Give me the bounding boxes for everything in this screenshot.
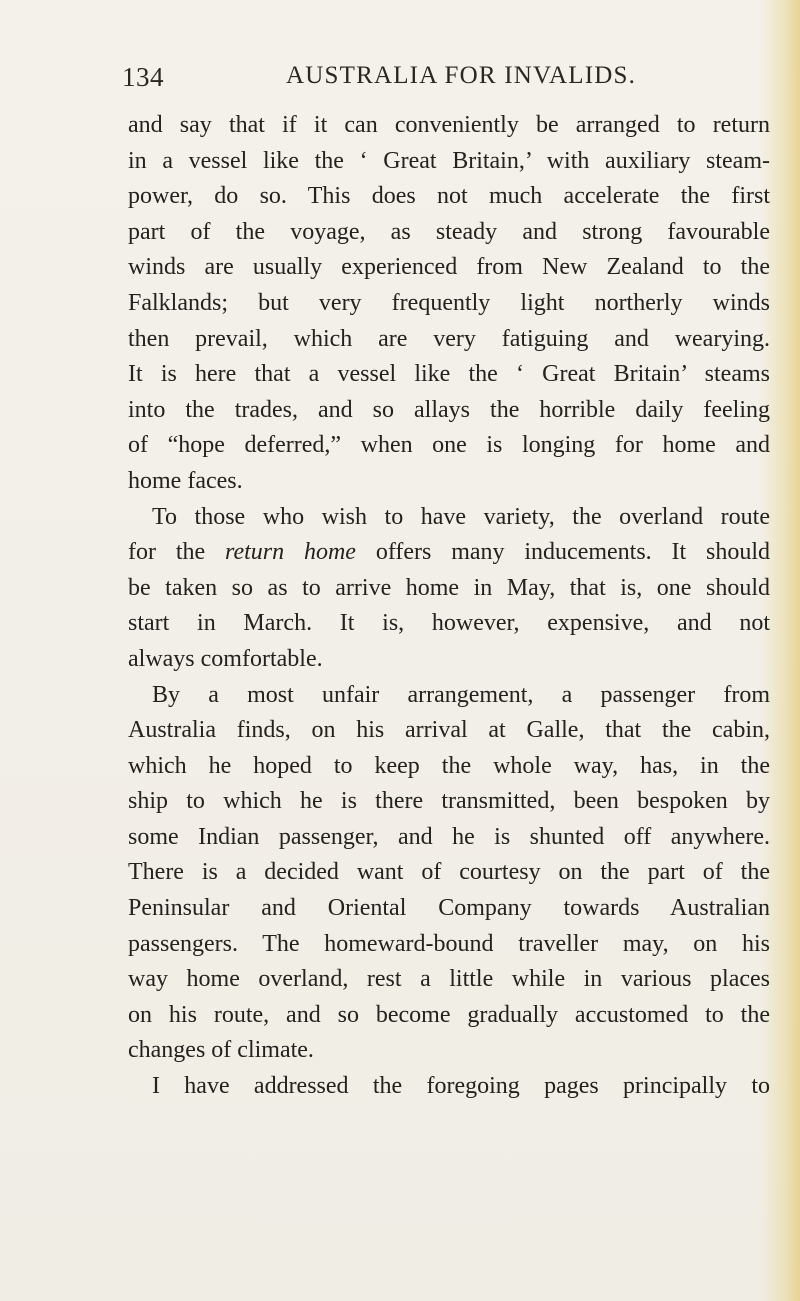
- text-line: winds are usually experienced from New Zealand to the: [128, 254, 770, 281]
- text-line: which he hoped to keep the whole way, has, in the: [128, 752, 770, 779]
- running-title: AUSTRALIA FOR INVALIDS.: [286, 62, 637, 89]
- text-line: way home overland, rest a little while in various places: [128, 966, 770, 993]
- text-line: and say that if it can conveniently be arranged to return: [128, 112, 770, 138]
- text-line: then prevail, which are very fatiguing and wearying.: [128, 325, 770, 352]
- running-head: [0, 62, 800, 102]
- text-line: passengers. The homeward-bound traveller may, on his: [128, 930, 770, 957]
- text-line: By a most unfair arrangement, a passenger from: [152, 681, 770, 708]
- text-line: Australia finds, on his arrival at Galle, that the cabin,: [128, 717, 770, 744]
- text-line: be taken so as to arrive home in May, that is, one should: [128, 574, 770, 601]
- italic-phrase: return home: [225, 539, 356, 566]
- text-line: start in March. It is, however, expensive, and not: [128, 610, 770, 637]
- text-line: changes of climate.: [128, 1037, 314, 1064]
- text-line: always comfortable.: [128, 645, 323, 672]
- text-fragment: offers many inducements. It should: [375, 539, 771, 566]
- text-line: ship to which he is there transmitted, been bespoken by: [128, 788, 770, 815]
- text-line: There is a decided want of courtesy on the part of the: [128, 859, 770, 886]
- text-line: I have addressed the foregoing pages principally to: [152, 1073, 770, 1100]
- text-line: on his route, and so become gradually accustomed to the: [128, 1001, 770, 1028]
- text-line: in a vessel like the ‘ Great Britain,’ with auxiliary steam-: [128, 147, 770, 174]
- text-line: part of the voyage, as steady and strong favourable: [128, 218, 770, 245]
- text-line: power, do so. This does not much accelerate the first: [128, 183, 770, 210]
- text-line: Falklands; but very frequently light northerly winds: [128, 289, 770, 316]
- text-line: into the trades, and so allays the horrible daily feeling: [128, 396, 770, 423]
- text-line: of “hope deferred,” when one is longing for home and: [128, 432, 770, 459]
- page-number: 134: [122, 62, 164, 92]
- text-line: some Indian passenger, and he is shunted off anywhere.: [128, 823, 770, 850]
- text-fragment: for the: [128, 539, 206, 566]
- text-line: It is here that a vessel like the ‘ Great Britain’ steams: [128, 361, 770, 388]
- text-line: home faces.: [128, 467, 243, 494]
- text-line: To those who wish to have variety, the overland route: [152, 503, 770, 530]
- text-line: Peninsular and Oriental Company towards Australian: [128, 895, 770, 922]
- text-line-mixed: [128, 535, 770, 571]
- body-text: [128, 108, 770, 1105]
